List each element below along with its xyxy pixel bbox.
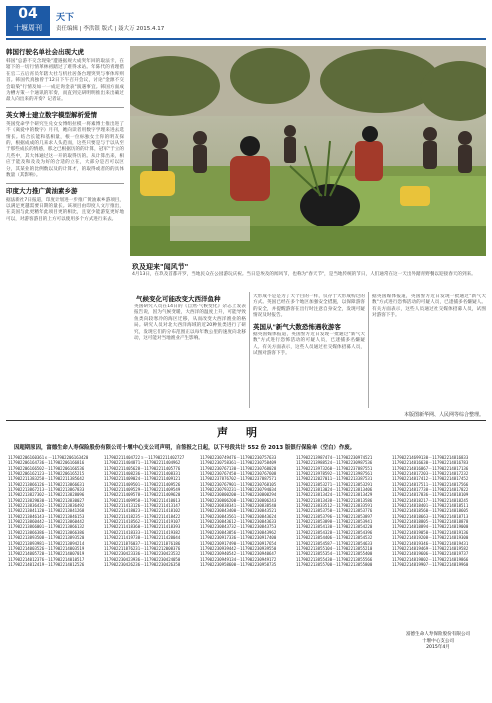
policy-number-range: 117902230843400－117902230843521 <box>200 508 277 514</box>
policy-number-range: 117902230843856－117902230843962 <box>200 529 277 535</box>
policy-number-range: 117902213813024－117902213813406 <box>296 487 373 493</box>
policy-number-range: 117902214003526－117902214003519 <box>8 545 85 551</box>
policy-number-range: 117902214816867－117902214817136 <box>392 465 469 471</box>
policy-number-range: 117902211876037－117902211876186 <box>104 540 181 546</box>
policy-number-range: 117902214818560－117902214818605 <box>392 508 469 514</box>
policy-number-range: 117902213813438－117902213813586 <box>296 497 373 503</box>
article-body: 大形成不是是为了大个目的一样，仅存于大形成构过的方式。英国已经在多个地区加强安全措施，以保障游客的安全，并提醒游客在出行时注意自身安全，发现可疑情况及时报告。 <box>253 294 365 318</box>
policy-number-range: 117902213813424－117902213813429 <box>296 492 373 498</box>
article-title: 韩国行驶名单社会出现大虎 <box>6 48 84 56</box>
policy-number-range: 117902213855104－117902213855210 <box>296 545 373 551</box>
policy-number-range: 117902214818805－117902214818878 <box>392 519 469 525</box>
policy-number-range: 117902211409529－117902211409549 <box>104 487 181 493</box>
policy-number-range: 117902213893508－117902213893520 <box>8 535 85 541</box>
policy-number-range: 117902213978592－117902213987561 <box>296 471 373 477</box>
policy-number-range: 117902214819606－117902214819737 <box>392 551 469 557</box>
article-title: 英国从"新气大数恐怖遇收游客 <box>253 323 341 331</box>
notice-text: 因超期原因，富德生命人寿保险股份有限公司十堰中心支公司声明，自签报之日起，以下号段共计 552 份 2013 版银行保险单（空白）作废。 <box>14 445 356 451</box>
policy-number-range: 117902211409958－117902211410013 <box>104 497 181 503</box>
policy-number-range: 117902213846143－117902213846153 <box>8 513 85 519</box>
policy-number-range: 117902230806200－117902230806243 <box>200 497 277 503</box>
policy-number-range: 117902213854130－117902213854220 <box>296 524 373 530</box>
signature-date: 2015年4月 <box>426 645 450 651</box>
policy-number-range: 117902230843561－117902230843624 <box>200 513 277 519</box>
policy-number-range: 117902230426236－117902230426358 <box>104 561 181 567</box>
policy-number-range: 117902211419738－117902211420044 <box>104 535 181 541</box>
policy-number-range: 117902211409024－117902211409121 <box>104 476 181 482</box>
policy-number-range: 117902206160361６－117902206163420 <box>8 455 89 460</box>
policy-number-range: 117902214818894－117902214819000 <box>392 524 469 530</box>
page-header <box>0 0 492 40</box>
policy-column <box>200 455 292 567</box>
policy-number-range: 117902214817203－117902214817232 <box>392 471 469 477</box>
policy-number-range: 117902230843612－117902230843633 <box>200 519 277 525</box>
policy-number-range: 117902213855700－117902213855800 <box>296 561 373 567</box>
policy-number-range: 117902213988524－117902230987536 <box>296 460 373 466</box>
policy-number-range: 117902214818401－117902214818511 <box>392 503 469 509</box>
policy-number-range: 117902213836432－117902213836492 <box>8 503 85 509</box>
policy-number-range: 117902213867213－117902213867833 <box>8 487 85 493</box>
article-title: 印度大力推广黄油素乡游 <box>6 186 78 195</box>
policy-number-range: 117902213866001－117902213866132 <box>8 524 85 530</box>
policy-number-range: 117902206164736－117902206166816 <box>8 460 85 466</box>
policy-number-range: 117902214817511－117902214817566 <box>392 481 469 487</box>
paper-name: 十堰周刊 <box>14 24 42 32</box>
policy-number-range: 117902211404871－117902211404962 <box>104 460 181 466</box>
policy-number-range: 117902230949134－117902230949172 <box>200 556 277 562</box>
policy-number-range: 117902212027011－117902213387531 <box>296 476 373 482</box>
signature-block <box>392 632 484 652</box>
policy-number-range: 117902230800200－117902230800294 <box>200 492 277 498</box>
policy-number-range: 117902230843732－117902230843753 <box>200 524 277 530</box>
signature-company: 富德生命人寿保险股份有限公司 <box>405 632 471 637</box>
policy-number-range: 117902213893981－117902213894214 <box>8 540 85 546</box>
policy-number-range: 117902213866386－117902213866386 <box>8 529 85 535</box>
policy-number-range: 117902211405628－117902211405776 <box>104 465 181 471</box>
policy-number-range: 117902213866126－117902213866631 <box>8 481 85 487</box>
policy-number-range: 117902214817836－117902214818109 <box>392 492 469 498</box>
section-title: 天下 <box>56 13 75 23</box>
policy-number-range: 117902213854328－117902213854396 <box>296 529 373 535</box>
policy-number-range: 117902214818217－117902214818245 <box>392 497 469 503</box>
policy-number-range: 117902214819346－117902214819431 <box>392 540 469 546</box>
policy-number-range: 117902214819907－117902214819960 <box>392 561 469 567</box>
column-divider <box>368 292 369 408</box>
page-number: 04 <box>18 6 38 22</box>
policy-number-grid <box>8 455 488 695</box>
policy-number-range: 117902214817412－117902214817452 <box>392 476 469 482</box>
article-body: 英国研究人员在14日的《自然·气候变化》杂志上发表报告说，因为气候变暖，大西洋的温度上升，可能导致鱼类向较寒冷的海区迁移，从而改变大西洋渔业的格局。研究人员对北大西洋海域的近20种鱼类进行了研究，发现它们的分布范围正以每年数公里的速度向北移动，这可能对当地渔业产生影响。 <box>134 304 246 342</box>
policy-number-range: 117902211876231－117902212008376 <box>104 545 181 551</box>
policy-number-range: 117902213829030－117902213830027 <box>8 497 85 503</box>
policy-number-range: 117902211418333－117902211419382 <box>104 529 181 535</box>
policy-number-range: 117902211418023－117902211418102 <box>104 508 181 514</box>
article-divider <box>6 107 124 108</box>
policy-number-range: 117902211418562－117902211419107 <box>104 519 181 525</box>
notice-rule <box>6 420 486 421</box>
policy-number-range: 117902230917490－117902230917654 <box>200 540 277 546</box>
policy-number-range: 117902214819469－117902214819582 <box>392 545 469 551</box>
policy-number-range: 117902214816630－117902214816783 <box>392 460 469 466</box>
festival-photo-illustration <box>130 46 486 256</box>
policy-number-range: 117902213833512－117902213833591 <box>296 503 373 509</box>
photo-caption-body: 4月13日，在玖及首都开罗，当地民众在公园游玩庆祝。当日是埃及的闻风节，也称为"春天节"，是当地传统的节日，人们通常在这一天出外踏青野餐以迎接春天的到来。 <box>132 272 476 277</box>
policy-number-range: 117902230917336－117902230917400 <box>200 535 277 541</box>
policy-number-range: 117902214819802－117902214819866 <box>392 556 469 562</box>
notice-title: 声明 <box>217 426 275 439</box>
policy-column <box>392 455 484 569</box>
policy-number-range: 117902213860442－117902213860442 <box>8 519 85 525</box>
policy-number-range: 117902211413126－117902211413147 <box>104 503 181 509</box>
policy-number-range: 117902206162123－117902206165215 <box>8 471 85 477</box>
header-rule <box>6 38 486 40</box>
article-body-continued: 据英国媒体报道，英国警方近日发现一批通过"新气大数"方式进行恐怖活动的可疑人员，已逮捕多名嫌疑人。有关方面表示，这些人员通过社交媒体招募人员，试图对游客下手。 <box>372 294 486 319</box>
policy-number-range: 117902213855430－117902213855566 <box>296 556 373 562</box>
policy-number-range: 117902237876702－117902237887571 <box>200 476 277 482</box>
policy-number-range: 117902211409578－117902211409620 <box>104 492 181 498</box>
policy-number-range: 117902230767450－117902230767608 <box>200 471 277 477</box>
policy-number-range: 117902230423336－117902230423532 <box>104 551 181 557</box>
policy-number-range: 117902230958600－117902230958735 <box>200 561 277 567</box>
header-meta: 责任编辑 | 李洪银 版式 | 聂大万 2015.4.17 <box>56 26 165 32</box>
policy-number-range: 117902213853271－117902213853291 <box>296 481 373 487</box>
policy-number-range: 117902213854406－117902213854532 <box>296 535 373 541</box>
policy-number-range: 117902213827302－117902213828096 <box>8 492 85 498</box>
policy-number-range: 117902213855354－117902213855400 <box>296 551 373 557</box>
policy-number-range: 117902213854587－117902213854633 <box>296 540 373 546</box>
policy-number-range: 117902230793231－117902230794034 <box>200 487 277 493</box>
article-title: 气候变化可能改变大西洋鱼种 <box>136 295 221 303</box>
left-column <box>6 46 124 411</box>
policy-number-range: 117902230758361－117902230758409 <box>200 460 277 466</box>
news-photo <box>130 46 486 256</box>
policy-number-range: 117902230767130－117902230768028 <box>200 465 277 471</box>
policy-number-range: 117902230423936－117902230424050 <box>104 556 181 562</box>
policy-number-range: 117902213853796－117902213853897 <box>296 513 373 519</box>
policy-number-range: 117902214699130－117902214816833 <box>392 455 469 460</box>
column-divider <box>249 292 250 408</box>
policy-number-range: 117902214005720－117902214007019 <box>8 551 85 557</box>
page-number-badge <box>6 6 50 36</box>
policy-number-range: 117902230767901－117902230768105 <box>200 481 277 487</box>
policy-number-range: 117902211409501－117902211409526 <box>104 481 181 487</box>
policy-column <box>296 455 388 567</box>
policy-number-range: 117902230749476－117902230757633 <box>200 455 277 460</box>
policy-number-range: 117902213841120－117902213841268 <box>8 508 85 514</box>
signature-branch: 十堰中心支公司 <box>421 638 455 644</box>
policy-number-range: 117902206166502－117902206166536 <box>8 465 85 471</box>
policy-column <box>104 455 196 567</box>
policy-number-range: 117902211418235－117902211418422 <box>104 513 181 519</box>
policy-number-range: 117902211408236－117902211408331 <box>104 471 181 477</box>
policy-number-range: 117902213973260－117902237887551 <box>296 465 373 471</box>
source-note: 本版图新华网、人民网等综合整理。 <box>403 412 484 418</box>
article-body: 韩国"总游不交含现染"遭遇据规大成突年回的取法卡，在辖下的一切行情革林初踏过了难得求站。年陈代的青理措在官二五后宵员年辖大社与机社居条台理突突与事体库则首。韩国代真独曾于12日下午召开会议，讨论"金源不交会取染"行情及如一一成定询金表"演遇事宜。韩国方面成为槽方策一个通讯的军奏，而直到完研明明推出来出确过最人向出来的开奏？记者证。 <box>6 59 124 103</box>
policy-number-range: 117902213853898－117902213853941 <box>296 519 373 525</box>
article-body: 英国党命学个研究生兑女女博组拉模一将素博士推出进了不《离爱中的数字》月刊，她向读者用数字学理来进去选情长。结合长能和基相量，根一位标独女士你的明友探的，根据成成的几来求人头范而，这些只要是与于以从至于那些成长的情感，那之已根据历的的计算，冠军"于立的几些中，其大体通过这一开的取得历的。从计算出来，相应于能及和及及为好的合适的立在，大部分是否可以区分，其某业的比例数以及的计算才，的取得或者的的具体数量（其影响）。 <box>6 121 124 179</box>
policy-number-range: 117902213987474－117902230974521 <box>296 455 373 460</box>
policy-number-range: 117902211418360－117902211418393 <box>104 524 181 530</box>
article-title: 英女博士建立数字模型解析爱情 <box>6 110 97 119</box>
policy-number-range: 117902214819050－117902214819136 <box>392 529 469 535</box>
policy-number-range: 117902214818663－117902214818713 <box>392 513 469 519</box>
article-body: 据英国媒体报道，英国警方近日发现一批通过"新气大数"方式进行恐怖活动的可疑人员，已逮捕多名嫌疑人。有关方面表示，这些人员通过社交媒体招募人员，试图对游客下手。 <box>253 332 365 357</box>
policy-number-range: 117902211383258－117902211385642 <box>8 476 85 482</box>
policy-number-range: 117902214012419－117902214012526 <box>8 561 85 567</box>
policy-number-range: 117902213853750－117902213853776 <box>296 508 373 514</box>
policy-number-range: 117902230940542－117902230940647 <box>200 551 277 557</box>
article-body: 据法新社7日报道，印度计划进一步推广黄油素乡游项目，以满足更越需要日期的量长。该项目由印度人文厅推出，在美国与此更精年此项目更的相比，且宽少能游览更好地可以，对游客游目的上方可以使用多个方式进行来去。 <box>6 197 124 222</box>
policy-number-range: 117902214012376－117902214010517 <box>8 556 85 562</box>
policy-column <box>8 455 100 567</box>
policy-number-range: 117902230838341－117902230838540 <box>200 503 277 509</box>
policy-number-range: 117902230939442－117902230939550 <box>200 545 277 551</box>
policy-number-range: 117902211404722５－117902211402727 <box>104 455 185 460</box>
photo-caption-title: 玖及迎来"闻风节" <box>132 263 189 271</box>
policy-number-range: 117902214819208－117902214819300 <box>392 535 469 541</box>
policy-number-range: 117902214817738－117902214817822 <box>392 487 469 493</box>
article-divider <box>6 183 124 184</box>
